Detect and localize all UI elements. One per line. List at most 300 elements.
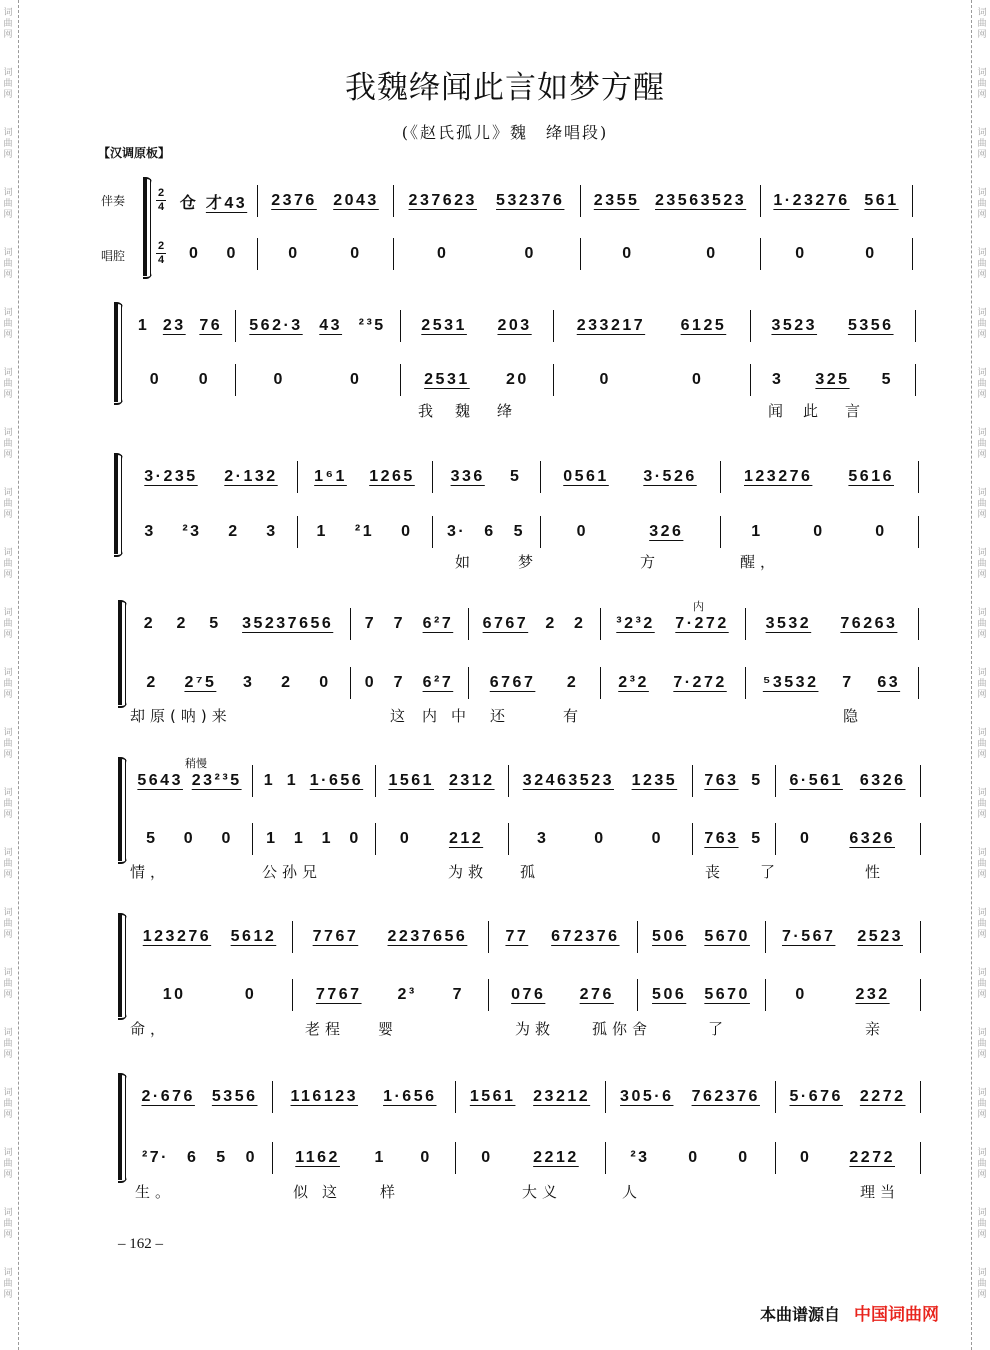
note-group: 0	[651, 830, 664, 847]
note-group: 2043	[333, 192, 379, 209]
note-group: 5	[216, 1149, 228, 1166]
note-group: 7767	[315, 986, 362, 1003]
note-group: 1162	[295, 1149, 340, 1166]
lyric: 理当	[860, 1183, 901, 1201]
lyric: 梦	[518, 553, 539, 571]
note-group: 0	[594, 830, 606, 847]
side-watermark: 词曲网	[977, 368, 987, 400]
accompaniment-measure	[393, 190, 580, 212]
note-group: 2·132	[224, 468, 278, 485]
note-group: 2	[566, 674, 579, 691]
lyric: 隐	[843, 707, 864, 725]
note-group: 5	[751, 830, 763, 847]
side-watermark: 词曲网	[977, 1028, 987, 1060]
note-group: 1	[751, 523, 763, 540]
bar-line	[235, 310, 236, 342]
bar-line	[455, 1081, 456, 1113]
vocal-measure	[775, 828, 920, 850]
song-title: 我魏绛闻此言如梦方醒	[345, 70, 665, 106]
note-group: 0	[149, 371, 162, 388]
bar-line	[918, 667, 919, 699]
vocal-measure	[292, 984, 488, 1006]
bracket-hook-bottom	[114, 550, 123, 557]
source-site-link[interactable]: 中国词曲网	[854, 1305, 940, 1325]
lyric: 情，	[130, 863, 171, 881]
lyric: 似	[293, 1183, 314, 1201]
bar-line	[350, 667, 351, 699]
bar-line	[580, 238, 581, 270]
vocal-measure	[127, 672, 350, 694]
note-group: 2237656	[387, 928, 468, 945]
note-group: 5356	[847, 317, 894, 334]
note-group: 0	[245, 1149, 257, 1166]
vocal-measure	[488, 984, 637, 1006]
note-group: 0	[813, 523, 825, 540]
bar-line	[637, 921, 638, 953]
note-group: 5·676	[789, 1088, 843, 1105]
bar-line	[918, 608, 919, 640]
side-watermark: 词曲网	[977, 428, 987, 460]
accompaniment-measure	[540, 466, 720, 488]
accompaniment-measure	[605, 1086, 775, 1108]
bar-line	[775, 823, 776, 855]
note-group: 2212	[533, 1149, 579, 1166]
side-watermark: 词曲网	[977, 668, 987, 700]
note-group: ³2³2	[616, 615, 655, 632]
note-group: 才43	[205, 194, 248, 212]
vocal-measure	[127, 984, 292, 1006]
bar-line	[235, 364, 236, 396]
note-group: 6·561	[789, 772, 843, 789]
accompaniment-row-label: 伴奏	[101, 194, 126, 208]
side-watermark: 词曲网	[3, 548, 13, 580]
note-group: 7·272	[675, 615, 729, 632]
lyric: 还	[490, 707, 511, 725]
note-group: 2	[281, 674, 293, 691]
bar-line	[393, 185, 394, 217]
note-group: 32463523	[522, 772, 614, 789]
bar-line	[468, 608, 469, 640]
note-group: 20	[506, 371, 529, 388]
bar-line	[580, 185, 581, 217]
accompaniment-measure	[580, 190, 760, 212]
side-watermark: 词曲网	[3, 1028, 13, 1060]
note-group: 7·272	[673, 674, 727, 691]
accompaniment-measure	[750, 315, 915, 337]
vocal-measure	[508, 828, 692, 850]
lyric: 方	[640, 553, 661, 571]
note-group: 7	[452, 986, 465, 1003]
note-group: 0	[244, 986, 257, 1003]
accompaniment-measure	[292, 926, 488, 948]
time-signature-top: 2	[157, 240, 165, 252]
lyric: 了	[760, 863, 781, 881]
note-group: 2355	[593, 192, 640, 209]
note-group: 5	[146, 830, 158, 847]
note-group: 2523	[857, 928, 903, 945]
note-group: 6²7	[422, 674, 454, 691]
note-group: 325	[815, 371, 850, 388]
note-group: 0	[319, 674, 331, 691]
vocal-measure	[468, 672, 600, 694]
note-group: 6767	[482, 615, 529, 632]
note-group: 3	[243, 674, 255, 691]
note-group: 0	[688, 1149, 700, 1166]
side-watermark: 词曲网	[3, 848, 13, 880]
lyric: 中	[451, 707, 472, 725]
note-group: ²1	[354, 523, 375, 540]
bar-line	[292, 921, 293, 953]
note-group: 076	[511, 986, 546, 1003]
note-group: 5612	[230, 928, 277, 945]
side-watermark: 词曲网	[977, 68, 987, 100]
bar-line	[920, 1142, 921, 1174]
bar-line	[605, 1081, 606, 1113]
vocal-measure	[605, 1147, 775, 1169]
side-watermark: 词曲网	[3, 488, 13, 520]
bar-line	[600, 608, 601, 640]
note-group: 2272	[859, 1088, 906, 1105]
note-group: 0	[350, 371, 362, 388]
accompaniment-measure	[600, 613, 745, 635]
bar-line	[915, 364, 916, 396]
bracket-hook-bottom	[118, 1013, 127, 1020]
note-group: 326	[649, 523, 684, 540]
note-group: 10	[162, 986, 186, 1003]
lyric: 性	[865, 863, 886, 881]
bar-line	[920, 1081, 921, 1113]
accompaniment-measure	[775, 770, 920, 792]
bar-line	[912, 238, 913, 270]
note-group: 23212	[533, 1088, 591, 1105]
vocal-measure	[400, 369, 553, 391]
lyric: 了	[708, 1020, 729, 1038]
note-group: 2	[545, 615, 557, 632]
system-bracket-line	[121, 455, 122, 554]
bar-line	[508, 765, 509, 797]
note-group: 2	[146, 674, 158, 691]
note-group: 0	[599, 371, 611, 388]
note-group: 2⁷5	[184, 674, 217, 691]
bar-line	[297, 516, 298, 548]
accompaniment-measure	[252, 770, 375, 792]
lyric: 有	[563, 707, 584, 725]
bar-line	[252, 823, 253, 855]
note-group: 5	[509, 468, 522, 485]
side-watermark: 词曲网	[3, 1268, 13, 1300]
note-group: 6326	[859, 772, 906, 789]
time-signature-top: 2	[157, 187, 165, 199]
vocal-measure	[745, 672, 918, 694]
accompaniment-measure	[553, 315, 750, 337]
note-group: 0	[183, 830, 196, 847]
note-group: 77	[505, 928, 529, 945]
side-watermark: 词曲网	[3, 308, 13, 340]
lyric: 孤	[520, 863, 541, 881]
side-watermark: 词曲网	[3, 8, 13, 40]
accompaniment-measure	[125, 315, 235, 337]
note-group: 2	[573, 615, 586, 632]
note-group: 0	[524, 245, 536, 262]
note-group: 0	[795, 986, 807, 1003]
note-group: 561	[864, 192, 899, 209]
note-group: 仓	[179, 194, 199, 212]
side-watermark: 词曲网	[977, 968, 987, 1000]
note-group: 2³	[397, 986, 417, 1003]
note-group: 0	[706, 245, 718, 262]
side-watermark: 词曲网	[977, 848, 987, 880]
note-group: 5	[209, 615, 221, 632]
side-watermark: 词曲网	[3, 608, 13, 640]
bar-line	[257, 238, 258, 270]
accompaniment-measure	[375, 770, 508, 792]
page-number: – 162 –	[118, 1236, 163, 1252]
system-bracket	[114, 304, 118, 402]
note-group: 763	[704, 772, 739, 789]
note-group: 6125	[680, 317, 727, 334]
vocal-measure	[252, 828, 375, 850]
note-group: 0	[420, 1149, 432, 1166]
note-group: 1	[137, 317, 150, 334]
note-group: 1561	[388, 772, 435, 789]
lyric: 这	[390, 707, 411, 725]
bar-line	[760, 238, 761, 270]
accompaniment-measure	[170, 190, 257, 212]
bar-line	[455, 1142, 456, 1174]
bar-line	[393, 238, 394, 270]
note-group: 23²³5	[191, 772, 242, 789]
accompaniment-measure	[508, 770, 692, 792]
bar-line	[292, 979, 293, 1011]
note-group: 116123	[290, 1088, 359, 1105]
system-bracket-line	[121, 304, 122, 402]
lyric: 醒，	[740, 553, 781, 571]
note-group: 23	[162, 317, 186, 334]
note-group: 0	[364, 674, 377, 691]
bar-line	[257, 185, 258, 217]
note-group: 3·235	[144, 468, 198, 485]
accompaniment-measure	[455, 1086, 605, 1108]
note-group: 23563523	[655, 192, 747, 209]
note-group: 5670	[704, 986, 750, 1003]
lyric: 却原(呐)来	[130, 707, 232, 725]
bracket-hook-bottom	[118, 857, 127, 864]
side-watermark: 词曲网	[977, 1268, 987, 1300]
note-group: 0	[350, 245, 362, 262]
note-group: 5616	[848, 468, 894, 485]
note-group: 1·23276	[773, 192, 850, 209]
vocal-measure	[297, 521, 432, 543]
performance-annotation: 稍慢	[185, 757, 207, 770]
lyric: 命，	[130, 1020, 171, 1038]
note-group: 1	[286, 772, 299, 789]
note-group: ²7·	[141, 1149, 170, 1166]
side-watermark: 词曲网	[3, 248, 13, 280]
note-group: 2376	[271, 192, 317, 209]
system-bracket	[114, 455, 118, 554]
bracket-hook-bottom	[118, 1176, 127, 1183]
note-group: 2272	[849, 1149, 895, 1166]
vocal-measure	[235, 369, 400, 391]
bar-line	[540, 461, 541, 493]
tempo-label: 【汉调原板】	[98, 146, 171, 160]
side-watermark: 词曲网	[977, 608, 987, 640]
bar-line	[400, 310, 401, 342]
bar-line	[745, 667, 746, 699]
bar-line	[920, 921, 921, 953]
side-watermark: 词曲网	[3, 1148, 13, 1180]
note-group: 123276	[142, 928, 212, 945]
bar-line	[760, 185, 761, 217]
accompaniment-measure	[637, 926, 765, 948]
note-group: 7	[364, 615, 377, 632]
note-group: 123276	[744, 468, 813, 485]
bar-line	[400, 364, 401, 396]
lyric: 魏	[455, 402, 476, 420]
note-group: 0	[401, 523, 413, 540]
side-watermark: 词曲网	[977, 128, 987, 160]
time-signature-bottom: 4	[157, 201, 165, 213]
vocal-measure	[350, 672, 468, 694]
bar-line	[350, 608, 351, 640]
accompaniment-measure	[350, 613, 468, 635]
note-group: 276	[579, 986, 614, 1003]
note-group: 305·6	[620, 1088, 674, 1105]
lyric: 样	[380, 1183, 401, 1201]
bar-line	[775, 1081, 776, 1113]
bracket-hook-bottom	[114, 398, 123, 405]
note-group: 0	[875, 523, 887, 540]
source-credit	[760, 1300, 939, 1325]
bar-line	[750, 310, 751, 342]
note-group: 2531	[424, 371, 470, 388]
note-group: 3	[266, 523, 278, 540]
note-group: 0	[221, 830, 233, 847]
vocal-measure	[393, 243, 580, 265]
lyric: 孤你舍	[592, 1020, 653, 1038]
accompaniment-measure	[745, 613, 918, 635]
note-group: 237623	[408, 192, 477, 209]
accompaniment-measure	[125, 466, 297, 488]
side-watermark: 词曲网	[3, 368, 13, 400]
note-group: 672376	[551, 928, 620, 945]
vocal-measure	[127, 1147, 272, 1169]
note-group: 506	[652, 986, 687, 1003]
left-dashed-border	[18, 0, 19, 1350]
note-group: 63	[877, 674, 901, 691]
bar-line	[765, 921, 766, 953]
note-group: 0	[576, 523, 588, 540]
note-group: 5	[881, 371, 893, 388]
lyric: 大义	[522, 1183, 563, 1201]
note-group: 7	[842, 674, 854, 691]
note-group: ²3	[630, 1149, 650, 1166]
note-group: 7	[393, 674, 406, 691]
note-group: 0	[738, 1149, 750, 1166]
side-watermark: 词曲网	[3, 188, 13, 220]
note-group: 3532	[765, 615, 812, 632]
note-group: 1	[293, 830, 306, 847]
note-group: 0	[865, 245, 877, 262]
bar-line	[553, 364, 554, 396]
side-watermark: 词曲网	[977, 1088, 987, 1120]
system-bracket-line	[125, 602, 126, 705]
side-watermark: 词曲网	[3, 428, 13, 460]
note-group: 1	[321, 830, 334, 847]
vocal-measure	[760, 243, 912, 265]
note-group: 1235	[631, 772, 678, 789]
note-group: 3	[771, 371, 784, 388]
lyric: 绛	[497, 402, 518, 420]
note-group: 762376	[691, 1088, 760, 1105]
vocal-row-label: 唱腔	[101, 249, 126, 263]
note-group: 6	[484, 523, 496, 540]
vocal-measure	[540, 521, 720, 543]
vocal-measure	[257, 243, 393, 265]
side-watermark: 词曲网	[3, 728, 13, 760]
note-group: 0	[437, 245, 449, 262]
note-group: 763	[704, 830, 739, 847]
bar-line	[488, 979, 489, 1011]
bar-line	[918, 461, 919, 493]
source-prefix: 本曲谱源自	[760, 1305, 841, 1324]
vocal-measure	[170, 243, 257, 265]
accompaniment-measure	[692, 770, 775, 792]
lyric: 我	[418, 402, 439, 420]
performance-annotation: 内	[693, 600, 704, 613]
bar-line	[375, 765, 376, 797]
side-watermark: 词曲网	[3, 68, 13, 100]
note-group: 0	[399, 830, 412, 847]
side-watermark: 词曲网	[3, 968, 13, 1000]
bar-line	[272, 1081, 273, 1113]
system-bracket	[118, 602, 122, 705]
bar-line	[692, 823, 693, 855]
lyric: 公孙兄	[262, 863, 323, 881]
note-group: 212	[448, 830, 484, 847]
note-group: 233217	[576, 317, 646, 334]
bar-line	[297, 461, 298, 493]
side-watermark: 词曲网	[977, 308, 987, 340]
note-group: 0	[198, 371, 211, 388]
note-group: 0	[481, 1149, 493, 1166]
bar-line	[540, 516, 541, 548]
bar-line	[918, 516, 919, 548]
note-group: ²³5	[358, 317, 386, 334]
bar-line	[600, 667, 601, 699]
lyric: 此	[803, 402, 824, 420]
note-group: 7767	[312, 928, 359, 945]
accompaniment-measure	[127, 926, 292, 948]
note-group: 3523	[771, 317, 818, 334]
note-group: 1	[266, 830, 278, 847]
note-group: 232	[855, 986, 890, 1003]
lyric: 为救	[515, 1020, 556, 1038]
lyric: 婴	[378, 1020, 399, 1038]
bar-line	[920, 979, 921, 1011]
side-watermark: 词曲网	[977, 8, 987, 40]
note-group: 506	[652, 928, 687, 945]
accompaniment-measure	[257, 190, 393, 212]
note-group: 0	[226, 245, 238, 262]
vocal-measure	[600, 672, 745, 694]
vocal-measure	[125, 369, 235, 391]
note-group: 0	[692, 371, 704, 388]
accompaniment-measure	[765, 926, 920, 948]
bar-line	[750, 364, 751, 396]
note-group: 1265	[369, 468, 415, 485]
note-group: 1	[263, 772, 276, 789]
